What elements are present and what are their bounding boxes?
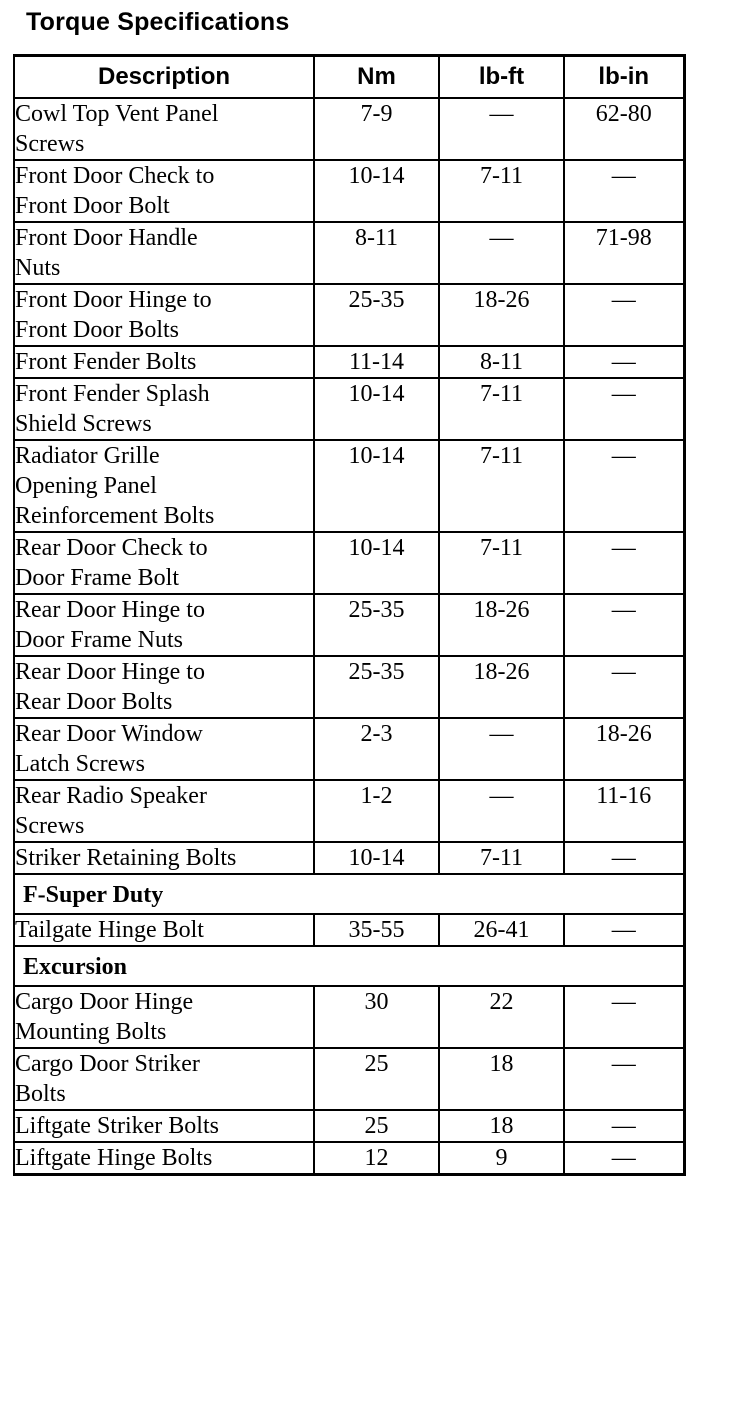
section-header-excursion [14,946,684,986]
row-lbin: — [564,656,684,718]
row-nm: 25-35 [314,284,439,346]
row-lbin: — [564,284,684,346]
row-nm: 25-35 [314,656,439,718]
row-nm: 25 [314,1048,439,1110]
row-lbin: — [564,914,684,946]
row-description: Rear Radio Speaker Screws [14,780,314,842]
row-lbin: 18-26 [564,718,684,780]
row-description: Cargo Door Hinge Mounting Bolts [14,986,314,1048]
row-nm: 12 [314,1142,439,1175]
row-nm: 10-14 [314,842,439,874]
row-lbin: — [564,1110,684,1142]
row-lbin: 11-16 [564,780,684,842]
row-nm: 30 [314,986,439,1048]
row-lbin: — [564,1142,684,1175]
section-label: Excursion [14,946,684,986]
row-description: Front Fender Splash Shield Screws [14,378,314,440]
row-nm: 35-55 [314,914,439,946]
row-lbft: 7-11 [439,532,564,594]
row-lbft: 8-11 [439,346,564,378]
row-lbin: — [564,346,684,378]
row-lbin: — [564,594,684,656]
header-lbft: lb-ft [439,56,564,99]
row-nm: 10-14 [314,378,439,440]
row-lbft: 7-11 [439,378,564,440]
row-description: Cargo Door Striker Bolts [14,1048,314,1110]
row-nm: 10-14 [314,532,439,594]
row-lbin: — [564,986,684,1048]
row-nm: 10-14 [314,440,439,532]
table-row [14,440,684,532]
table-row [14,222,684,284]
table-row [14,1048,684,1110]
table-row [14,718,684,780]
table-row [14,346,684,378]
table-row [14,780,684,842]
row-nm: 25 [314,1110,439,1142]
row-description: Radiator Grille Opening Panel Reinforcement Bolts [14,440,314,532]
table-row [14,1142,684,1175]
row-lbin: 71-98 [564,222,684,284]
row-nm: 11-14 [314,346,439,378]
table-row [14,284,684,346]
row-lbin: — [564,440,684,532]
row-nm: 8-11 [314,222,439,284]
torque-spec-table [13,54,686,1176]
row-lbft: 18-26 [439,284,564,346]
row-lbin: 62-80 [564,98,684,160]
row-description: Cowl Top Vent Panel Screws [14,98,314,160]
row-lbin: — [564,532,684,594]
row-description: Striker Retaining Bolts [14,842,314,874]
row-description: Liftgate Hinge Bolts [14,1142,314,1175]
table-row [14,986,684,1048]
table-row [14,532,684,594]
row-lbin: — [564,842,684,874]
table-row [14,914,684,946]
header-lbin: lb-in [564,56,684,99]
row-lbft: 18-26 [439,594,564,656]
row-description: Rear Door Check to Door Frame Bolt [14,532,314,594]
row-lbft: — [439,222,564,284]
row-lbft: 18-26 [439,656,564,718]
header-row [14,56,684,99]
row-lbft: 22 [439,986,564,1048]
table-row [14,842,684,874]
row-nm: 2-3 [314,718,439,780]
table-row [14,160,684,222]
row-description: Rear Door Window Latch Screws [14,718,314,780]
page-title: Torque Specifications [26,8,290,36]
row-description: Rear Door Hinge to Door Frame Nuts [14,594,314,656]
row-description: Front Door Hinge to Front Door Bolts [14,284,314,346]
row-lbft: 18 [439,1110,564,1142]
row-lbft: 7-11 [439,842,564,874]
row-nm: 7-9 [314,98,439,160]
row-lbin: — [564,378,684,440]
row-lbft: 7-11 [439,160,564,222]
table-row [14,1110,684,1142]
row-nm: 10-14 [314,160,439,222]
table-row [14,378,684,440]
row-lbft: — [439,718,564,780]
section-header-f-super-duty [14,874,684,914]
row-description: Front Door Check to Front Door Bolt [14,160,314,222]
table-row [14,594,684,656]
header-nm: Nm [314,56,439,99]
row-description: Tailgate Hinge Bolt [14,914,314,946]
section-label: F-Super Duty [14,874,684,914]
row-description: Rear Door Hinge to Rear Door Bolts [14,656,314,718]
row-lbft: 26-41 [439,914,564,946]
row-description: Liftgate Striker Bolts [14,1110,314,1142]
row-lbft: — [439,98,564,160]
row-lbin: — [564,1048,684,1110]
header-description: Description [14,56,314,99]
row-lbft: 18 [439,1048,564,1110]
row-description: Front Door Handle Nuts [14,222,314,284]
row-nm: 1-2 [314,780,439,842]
row-lbin: — [564,160,684,222]
table-row [14,98,684,160]
row-description: Front Fender Bolts [14,346,314,378]
row-lbft: — [439,780,564,842]
row-lbft: 9 [439,1142,564,1175]
table-row [14,656,684,718]
row-nm: 25-35 [314,594,439,656]
row-lbft: 7-11 [439,440,564,532]
